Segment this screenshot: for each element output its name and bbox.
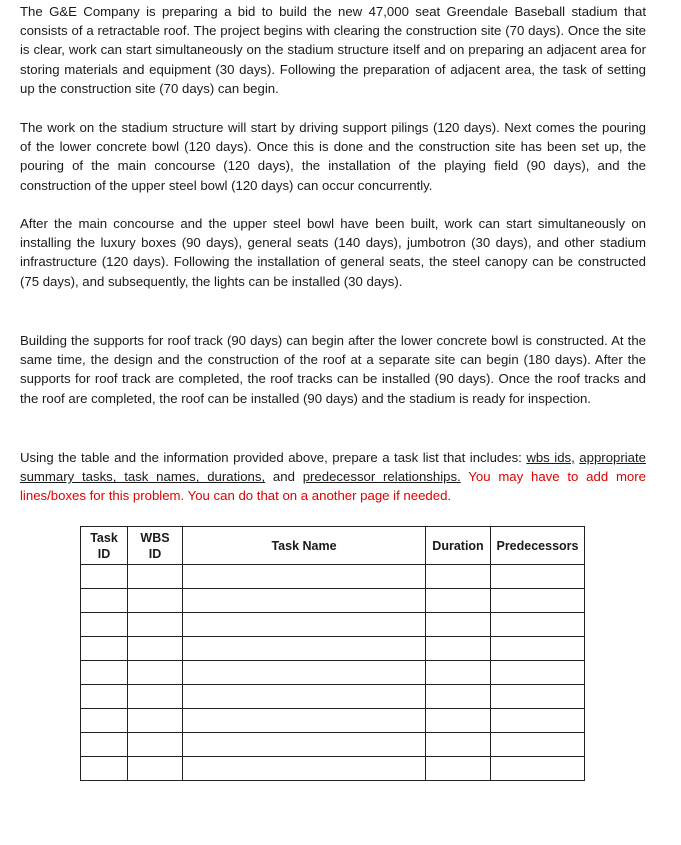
conjunction: and: [265, 469, 303, 485]
duration-cell[interactable]: [426, 565, 491, 589]
task-name-cell[interactable]: [183, 685, 426, 709]
intro-paragraph: The G&E Company is preparing a bid to build the new 47,000 seat Greendale Baseball stadium that consists of a retractable roof. The project begins with clearing the construction site (70 days). Once the site is clear, work can start simultaneously on the stadium structure itself and on preparing an adjacent area for storing materials and equipment (30 days). Following the preparation of adjacent area, the task of setting up the construction site (70 days) can begin.: [20, 4, 646, 96]
table-row: [81, 589, 585, 613]
wbs-id-cell[interactable]: [128, 685, 183, 709]
table-header-row: [81, 527, 585, 565]
wbs-id-cell[interactable]: [128, 757, 183, 781]
predecessors-cell[interactable]: [491, 637, 585, 661]
wbs-id-cell[interactable]: [128, 565, 183, 589]
header-wbs-id-line2: ID: [148, 546, 162, 561]
header-wbs-id-line1: WBS: [140, 530, 170, 545]
instructions-intro: Using the table and the information provided above, prepare a task list that includes:: [20, 450, 527, 465]
task-rows: [81, 565, 585, 781]
duration-cell[interactable]: [426, 757, 491, 781]
task-name-cell[interactable]: [183, 565, 426, 589]
predecessors-cell[interactable]: [491, 565, 585, 589]
duration-cell[interactable]: [426, 637, 491, 661]
infrastructure-paragraph: After the main concourse and the upper steel bowl have been built, work can start simultaneously on installing the luxury boxes (90 days), general seats (140 days), jumbotron (30 days), and other stadium infrastructure (120 days). Following the installation of general seats, the steel canopy can be constructed (75 days), and subsequently, the lights can be installed (30 days).: [20, 216, 646, 289]
task-id-cell[interactable]: [81, 757, 128, 781]
wbs-id-cell[interactable]: [128, 733, 183, 757]
warning-note: You may have to add more lines/boxes for this problem. You can do that on a another page if needed.: [20, 469, 646, 504]
task-name-cell[interactable]: [183, 637, 426, 661]
predecessors-cell[interactable]: [491, 757, 585, 781]
wbs-id-cell[interactable]: [128, 709, 183, 733]
duration-cell[interactable]: [426, 589, 491, 613]
header-task-id-line2: ID: [97, 546, 111, 561]
table-row: [81, 685, 585, 709]
task-id-cell[interactable]: [81, 709, 128, 733]
req-predecessors: predecessor relationships.: [302, 469, 461, 485]
task-id-cell[interactable]: [81, 661, 128, 685]
duration-cell[interactable]: [426, 733, 491, 757]
wbs-id-cell[interactable]: [128, 589, 183, 613]
duration-cell[interactable]: [426, 613, 491, 637]
table-row: [81, 565, 585, 589]
duration-cell[interactable]: [426, 685, 491, 709]
table-row: [81, 709, 585, 733]
predecessors-cell[interactable]: [491, 589, 585, 613]
predecessors-cell[interactable]: [491, 613, 585, 637]
roof-paragraph: Building the supports for roof track (90 days) can begin after the lower concrete bowl is constructed. At the same time, the design and the construction of the roof at a separate site can begin (180 days). After the supports for roof track are completed, the roof tracks can be installed (90 days). Once the roof tracks and the roof are completed, the roof can be installed (90 days) and the stadium is ready for inspection.: [20, 333, 646, 406]
table-row: [81, 637, 585, 661]
req-wbs-ids: wbs ids,: [526, 450, 575, 465]
table-row: [81, 733, 585, 757]
predecessors-cell[interactable]: [491, 709, 585, 733]
task-id-cell[interactable]: [81, 565, 128, 589]
duration-cell[interactable]: [426, 661, 491, 685]
header-wbs-id: [128, 527, 183, 565]
task-id-cell[interactable]: [81, 637, 128, 661]
predecessors-cell[interactable]: [491, 733, 585, 757]
wbs-id-cell[interactable]: [128, 661, 183, 685]
table-row: [81, 661, 585, 685]
predecessors-cell[interactable]: [491, 661, 585, 685]
header-duration: Duration: [426, 527, 491, 565]
duration-cell[interactable]: [426, 709, 491, 733]
task-name-cell[interactable]: [183, 661, 426, 685]
req-summary-tasks: appropriate summary tasks, task names, durations,: [20, 450, 647, 485]
wbs-id-cell[interactable]: [128, 637, 183, 661]
header-task-id: [81, 527, 128, 565]
instructions-paragraph: [20, 448, 646, 506]
table-row: [81, 613, 585, 637]
header-predecessors: Predecessors: [491, 527, 585, 565]
task-name-cell[interactable]: [183, 613, 426, 637]
predecessors-cell[interactable]: [491, 685, 585, 709]
task-id-cell[interactable]: [81, 589, 128, 613]
header-task-name: Task Name: [183, 527, 426, 565]
stadium-structure-paragraph: The work on the stadium structure will start by driving support pilings (120 days). Next comes the pouring of the lower concrete bowl (120 days). Once this is done and the construction site has been set up, the pouring of the main concourse (120 days), the installation of the playing field (90 days), and the construction of the upper steel bowl (120 days) can occur concurrently.: [20, 120, 646, 193]
task-name-cell[interactable]: [183, 589, 426, 613]
task-list-table: [80, 526, 585, 781]
task-id-cell[interactable]: [81, 733, 128, 757]
wbs-id-cell[interactable]: [128, 613, 183, 637]
task-name-cell[interactable]: [183, 733, 426, 757]
header-task-id-line1: Task: [90, 530, 118, 545]
task-id-cell[interactable]: [81, 685, 128, 709]
table-row: [81, 757, 585, 781]
task-name-cell[interactable]: [183, 709, 426, 733]
task-id-cell[interactable]: [81, 613, 128, 637]
task-name-cell[interactable]: [183, 757, 426, 781]
